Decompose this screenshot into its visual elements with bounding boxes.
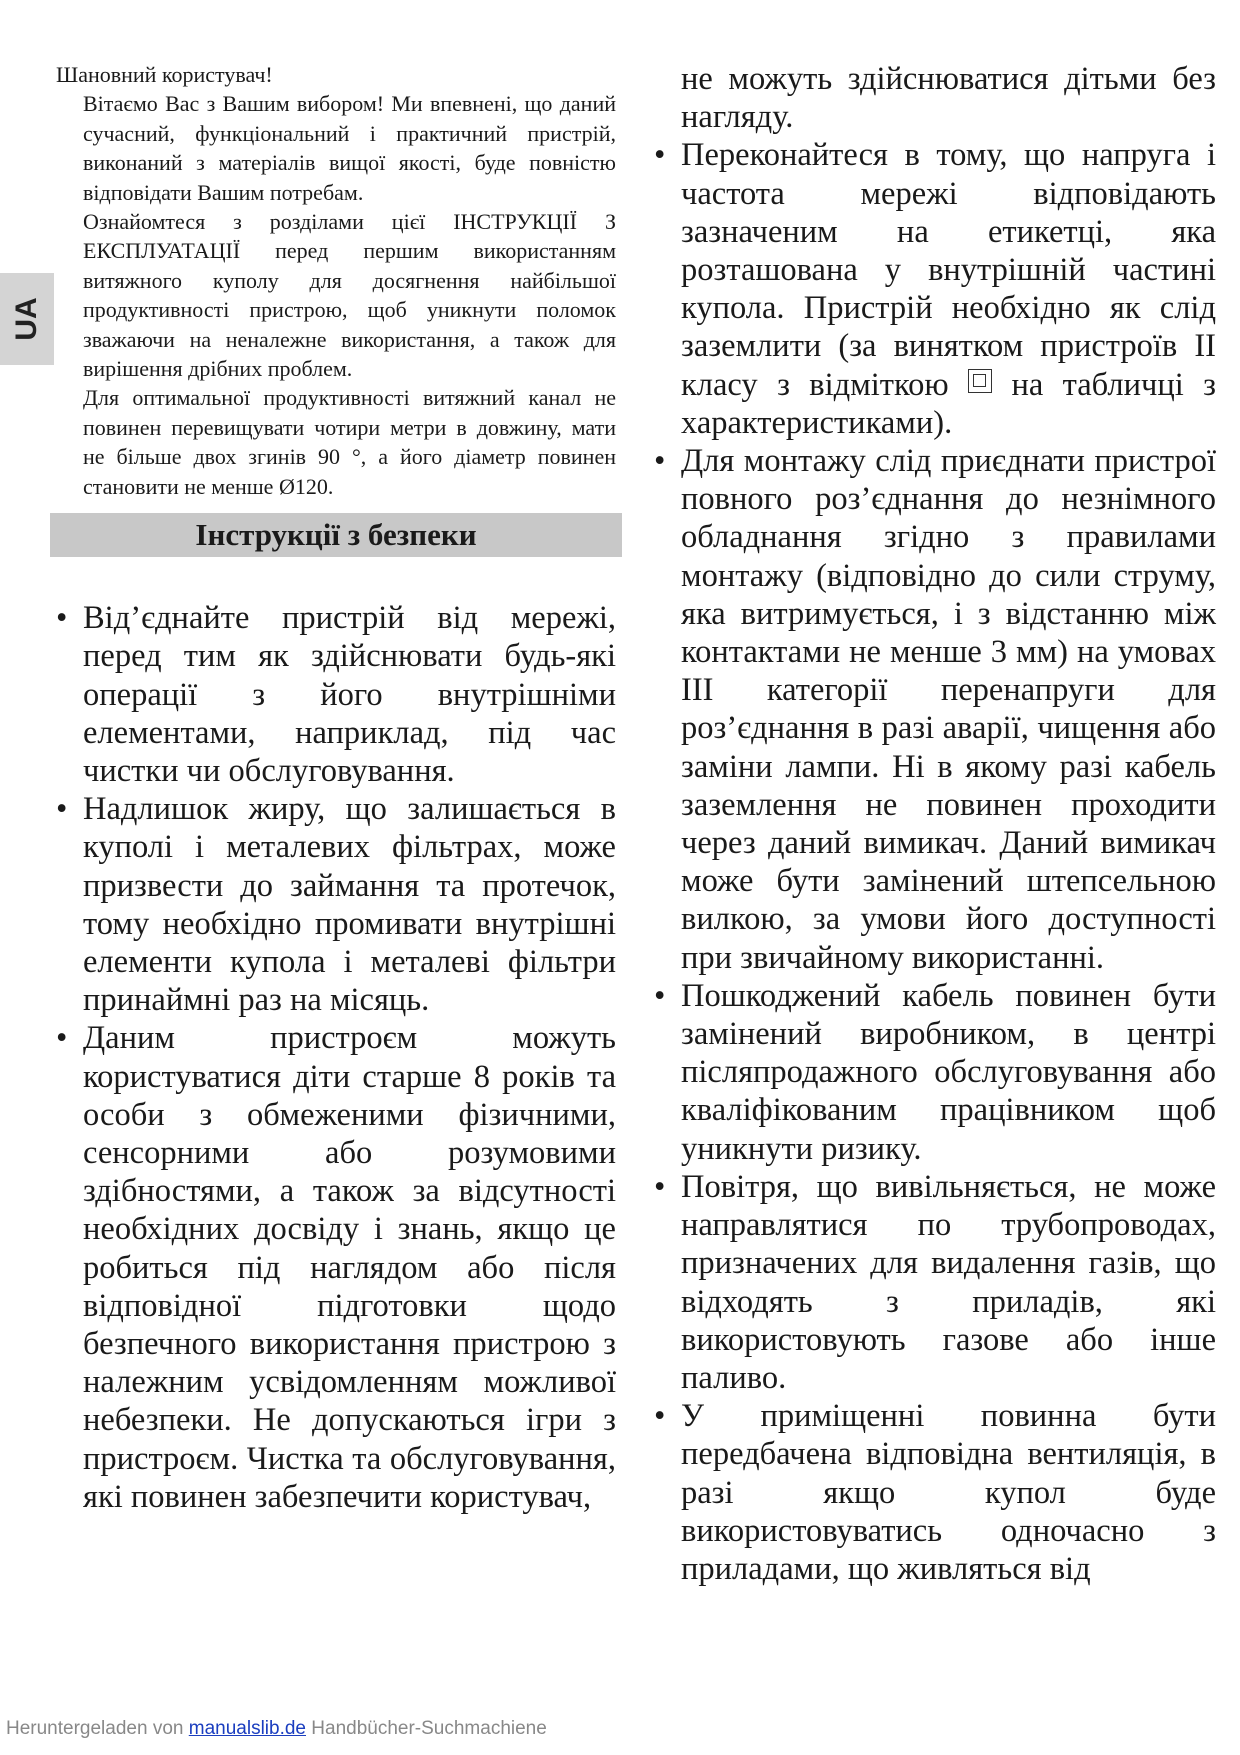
footer (6, 1718, 547, 1740)
grounding-text-after: на табличці з характеристиками). (681, 366, 1217, 441)
footer-suffix: Handbücher-Suchmachiene (311, 1718, 547, 1739)
language-tab (0, 273, 54, 365)
right-column (654, 60, 1216, 1588)
bullet-item: • Повітря, що вивільняється, не може направлятися по трубопроводах, призначених для видалення газів, що відходять з приладів, які використовують газове або інше паливо. (654, 1168, 1216, 1397)
footer-prefix: Heruntergeladen von (6, 1718, 184, 1739)
manualslib-link[interactable]: manualslib.de (188, 1718, 306, 1739)
language-label: UA (10, 297, 43, 341)
intro-paragraph-3: Для оптимальної продуктивності витяжний канал не повинен перевищувати чотири метри в довжину, мати не більше двох згинів 90 °, а його діаметр повинен становити не менше Ø120. (83, 385, 616, 499)
grounding-text-before: Переконайтеся в тому, що напруга і частота мережі відповідають зазначеним на етикетці, яка розташована у внутрішній частині купола. Пристрій необхідно як слід заземлити (за винятком пристроїв II класу з відміткою (681, 137, 1216, 403)
bullet-item: • Для монтажу слід приєднати пристрої повного роз’єднання до незнімного обладнання згідно з правилами монтажу (відповідно до сили струму, яка витримується, і з відстанню між контактами не менше 3 мм) на умовах III категорії перенапруги для роз’єднання в разі аварії, чищення або заміни лампи. Ні в якому разі кабель заземлення не повинен проходити через даний вимикач. Даний вимикач може бути замінений штепсельною вилкою, за умови його доступності при звичайному використанні. (654, 442, 1216, 977)
intro-paragraph-1: Вітаємо Вас з Вашим вибором! Ми впевнені, що даний сучасний, функціональний і практичний пристрій, виконаний з матеріалів вищої якості, буде повністю відповідати Вашим потребам. (83, 91, 616, 205)
left-column (56, 60, 616, 1516)
bullet-item (654, 136, 1216, 442)
continuation-text: не можуть здійснюватися дітьми без нагляду. (681, 61, 1216, 136)
bullet-item: • У приміщенні повинна бути передбачена відповідна вентиляція, в разі якщо купол буде використовуватись одночасно з приладами, що живляться від (654, 1397, 1216, 1588)
left-bullet-list (56, 599, 616, 1516)
bullet-item: • Пошкоджений кабель повинен бути замінений виробником, в центрі післяпродажного обслуговування або кваліфікованим працівником щоб уникнути ризику. (654, 977, 1216, 1168)
bullet-item: • Даним пристроєм можуть користуватися діти старше 8 років та особи з обмеженими фізичними, сенсорними або розумовими здібностями, а також за відсутності необхідних досвіду і знань, якщо це робиться під наглядом або після відповідної підготовки щодо безпечного використання пристрою з належним усвідомленням можливої небезпеки. Не допускаються ігри з пристроєм. Чистка та обслуговування, які повинен забезпечити користувач, (56, 1019, 616, 1516)
bullet-item: • Від’єднайте пристрій від мережі, перед тим як здійснювати будь-які операції з його внутрішніми елементами, наприклад, під час чистки чи обслуговування. (56, 599, 616, 790)
section-heading: Інструкції з безпеки (50, 513, 622, 557)
intro-paragraph-2: Ознайомтеся з розділами цієї ІНСТРУКЦІЇ З ЕКСПЛУАТАЦІЇ перед першим використанням витяжного куполу для досягнення найбільшої продуктивності пристрою, щоб уникнути поломок зважаючи на неналежне використання, а також для вирішення дрібних проблем. (83, 209, 616, 382)
class-ii-icon (968, 369, 992, 393)
greeting: Шановний користувач! (56, 62, 273, 87)
right-bullet-list (654, 136, 1216, 1588)
bullet-item: • Надлишок жиру, що залишається в куполі і металевих фільтрах, може призвести до займання та протечок, тому необхідно промивати внутрішні елементи купола і металеві фільтри принаймні раз на місяць. (56, 790, 616, 1019)
